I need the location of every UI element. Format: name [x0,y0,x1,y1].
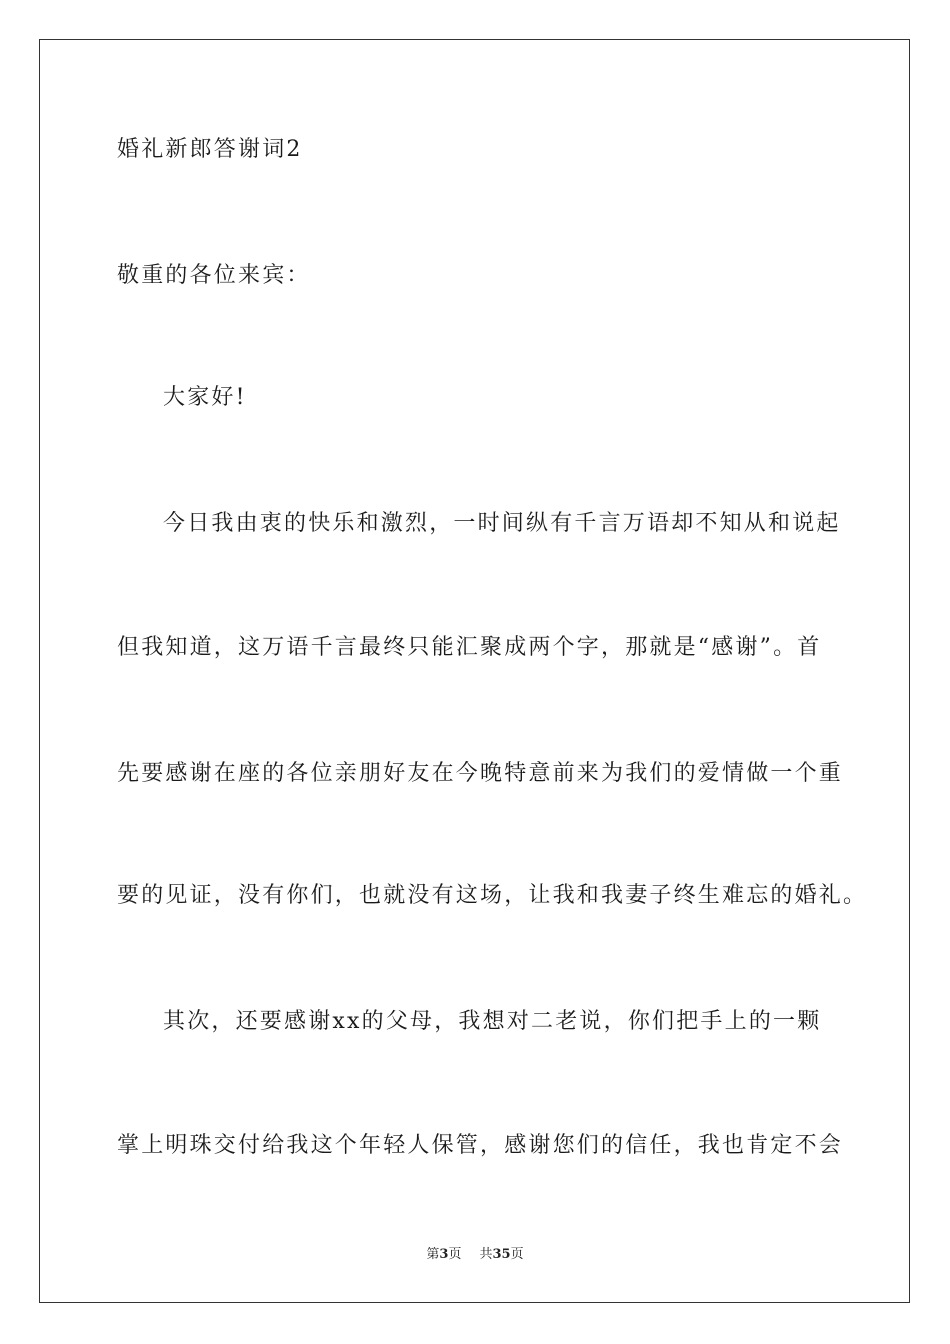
body-line-2: 但我知道，这万语千言最终只能汇聚成两个字，那就是“感谢”。首 [117,635,822,660]
page-footer [0,1246,950,1264]
page-suffix: 页 [448,1247,462,1262]
document-title: 婚礼新郎答谢词2 [117,137,303,162]
body-line-4: 要的见证，没有你们，也就没有这场，让我和我妻子终生难忘的婚礼。 [117,883,868,908]
total-suffix: 页 [510,1247,524,1262]
salutation: 敬重的各位来宾： [117,263,311,288]
body-line-1: 今日我由衷的快乐和激烈，一时间纵有千言万语却不知从和说起 [163,511,841,536]
body-line-3: 先要感谢在座的各位亲朋好友在今晚特意前来为我们的爱情做一个重 [117,761,844,786]
body-line-5: 其次，还要感谢xx的父母，我想对二老说，你们把手上的一颗 [163,1009,822,1034]
greeting: 大家好! [163,385,247,410]
page-prefix: 第 [426,1247,440,1262]
page-border [39,39,910,1303]
body-line-6: 掌上明珠交付给我这个年轻人保管，感谢您们的信任，我也肯定不会 [117,1133,844,1158]
total-prefix: 共 [479,1247,493,1262]
page-current: 3 [439,1247,449,1262]
page-total: 35 [492,1247,511,1262]
